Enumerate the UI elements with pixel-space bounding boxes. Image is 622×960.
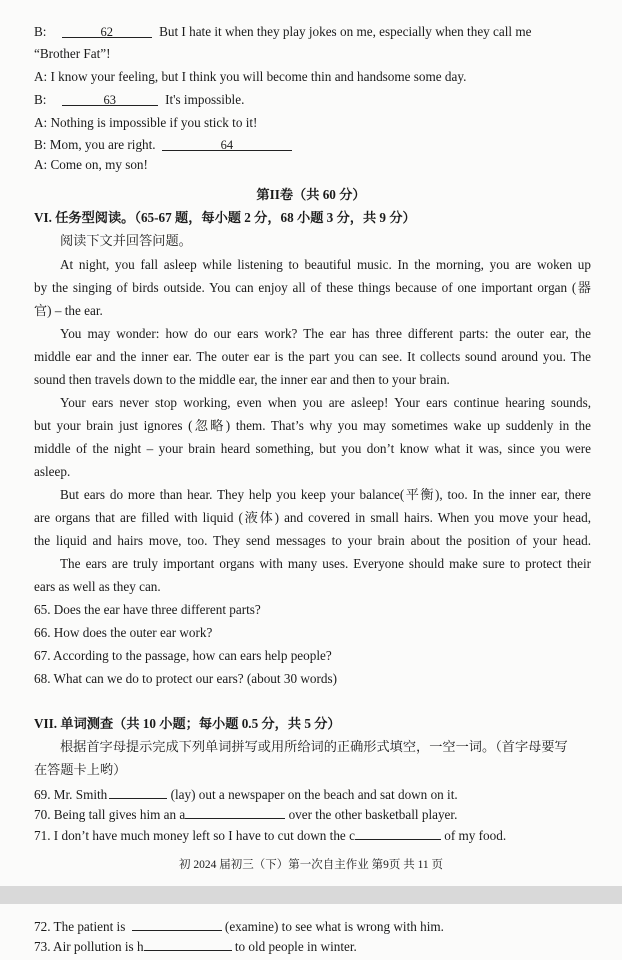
question-text: (examine) to see what is wrong with him. bbox=[224, 919, 444, 934]
answer-blank-63[interactable] bbox=[62, 92, 158, 106]
speaker-label: B: bbox=[34, 92, 47, 107]
answer-blank-62[interactable] bbox=[62, 24, 152, 38]
question-72 bbox=[34, 917, 444, 935]
question-65: 65. Does the ear have three different parts? bbox=[34, 602, 261, 617]
dialogue-line-b2 bbox=[34, 92, 244, 108]
answer-blank-69[interactable] bbox=[109, 785, 167, 799]
question-67: 67. According to the passage, how can ears help people? bbox=[34, 648, 332, 663]
passage-line: middle ear and the inner ear. The outer ear is the part you can see. It collects sound around you. The bbox=[34, 349, 591, 364]
passage-line: Your ears never stop working, even when you are asleep! Your ears continue hearing sounds, bbox=[60, 395, 591, 410]
dialogue-line-b1-cont: “Brother Fat”! bbox=[34, 46, 111, 61]
passage-line: ears as well as they can. bbox=[34, 579, 161, 594]
question-66: 66. How does the outer ear work? bbox=[34, 625, 213, 640]
passage-line: At night, you fall asleep while listening to beautiful music. In the morning, you are woken up bbox=[60, 257, 591, 272]
part-2-title: 第II卷（共 60 分） bbox=[256, 187, 366, 202]
passage-line: but your brain just ignores (忽略) them. That’s why you may sometimes wake up suddenly in the bbox=[34, 418, 591, 433]
question-text: to old people in winter. bbox=[234, 939, 357, 954]
passage-line: You may wonder: how do our ears work? The ear has three different parts: the outer ear, the bbox=[60, 326, 591, 341]
page-footer: 初 2024 届初三（下）第一次自主作业 第9页 共 11 页 bbox=[178, 859, 444, 871]
section-7-instruction: 根据首字母提示完成下列单词拼写或用所给词的正确形式填空，一空一词。（首字母要写 bbox=[60, 739, 568, 754]
dialogue-line-b1 bbox=[34, 24, 532, 40]
question-text: 70. Being tall gives him an a bbox=[34, 807, 186, 822]
answer-blank-70[interactable] bbox=[185, 805, 285, 819]
section-6-instruction: 阅读下文并回答问题。 bbox=[60, 233, 192, 248]
passage-line: middle of the night – your brain heard something, but you don’t know what it was, since you were bbox=[34, 441, 591, 456]
question-text: over the other basketball player. bbox=[288, 807, 458, 822]
question-71 bbox=[34, 826, 506, 844]
section-6-heading: VI. 任务型阅读。（65-67 题，每小题 2 分，68 小题 3 分，共 9 分） bbox=[34, 210, 416, 225]
speaker-label: B: bbox=[34, 24, 47, 39]
question-68: 68. What can we do to protect our ears? (about 30 words) bbox=[34, 671, 337, 686]
passage-line: sound then travels down to the middle ear, the inner ear and then to your brain. bbox=[34, 372, 450, 387]
question-73 bbox=[34, 937, 357, 955]
passage-line: asleep. bbox=[34, 464, 71, 479]
passage-line: The ears are truly important organs with many uses. Everyone should make sure to protect their bbox=[60, 556, 591, 571]
passage-line: by the singing of birds outside. You can enjoy all of these things because of one important organ (器 bbox=[34, 280, 591, 295]
question-text: 69. Mr. Smith bbox=[34, 787, 108, 802]
dialogue-text: It's impossible. bbox=[165, 92, 245, 107]
passage-line: the liquid and hairs move, too. They send messages to your brain about the position of your head. bbox=[34, 533, 591, 548]
blank-number: 63 bbox=[103, 93, 117, 107]
blank-number: 62 bbox=[100, 25, 114, 39]
answer-blank-64[interactable] bbox=[162, 137, 292, 151]
passage-line: are organs that are filled with liquid (液体) and covered in small hairs. When you move your head, bbox=[34, 510, 591, 525]
question-69 bbox=[34, 785, 458, 803]
question-text: of my food. bbox=[444, 828, 507, 843]
passage-line: But ears do more than hear. They help you keep your balance(平衡), too. In the inner ear, there bbox=[60, 487, 591, 502]
answer-blank-71[interactable] bbox=[355, 826, 441, 840]
dialogue-line-b3 bbox=[34, 137, 292, 153]
dialogue-text: B: Mom, you are right. bbox=[34, 137, 156, 152]
passage-line: 官) – the ear. bbox=[34, 303, 103, 318]
question-text: 72. The patient is bbox=[34, 919, 126, 934]
question-text: 71. I don’t have much money left so I have to cut down the c bbox=[34, 828, 355, 843]
exam-page-10 bbox=[0, 904, 622, 960]
dialogue-text: But I hate it when they play jokes on me, especially when they call me bbox=[159, 24, 532, 39]
dialogue-line-a1: A: I know your feeling, but I think you will become thin and handsome some day. bbox=[34, 69, 467, 84]
blank-number: 64 bbox=[220, 138, 234, 152]
dialogue-line-a2: A: Nothing is impossible if you stick to it! bbox=[34, 115, 258, 130]
answer-blank-72[interactable] bbox=[132, 917, 222, 931]
dialogue-line-a3: A: Come on, my son! bbox=[34, 157, 148, 172]
answer-blank-73[interactable] bbox=[144, 937, 232, 951]
question-70 bbox=[34, 805, 457, 823]
question-text: (lay) out a newspaper on the beach and sat down on it. bbox=[170, 787, 458, 802]
section-7-heading: VII. 单词测查（共 10 小题；每小题 0.5 分，共 5 分） bbox=[34, 716, 341, 731]
question-text: 73. Air pollution is h bbox=[34, 939, 144, 954]
section-7-instruction-cont: 在答题卡上哟） bbox=[34, 762, 127, 777]
